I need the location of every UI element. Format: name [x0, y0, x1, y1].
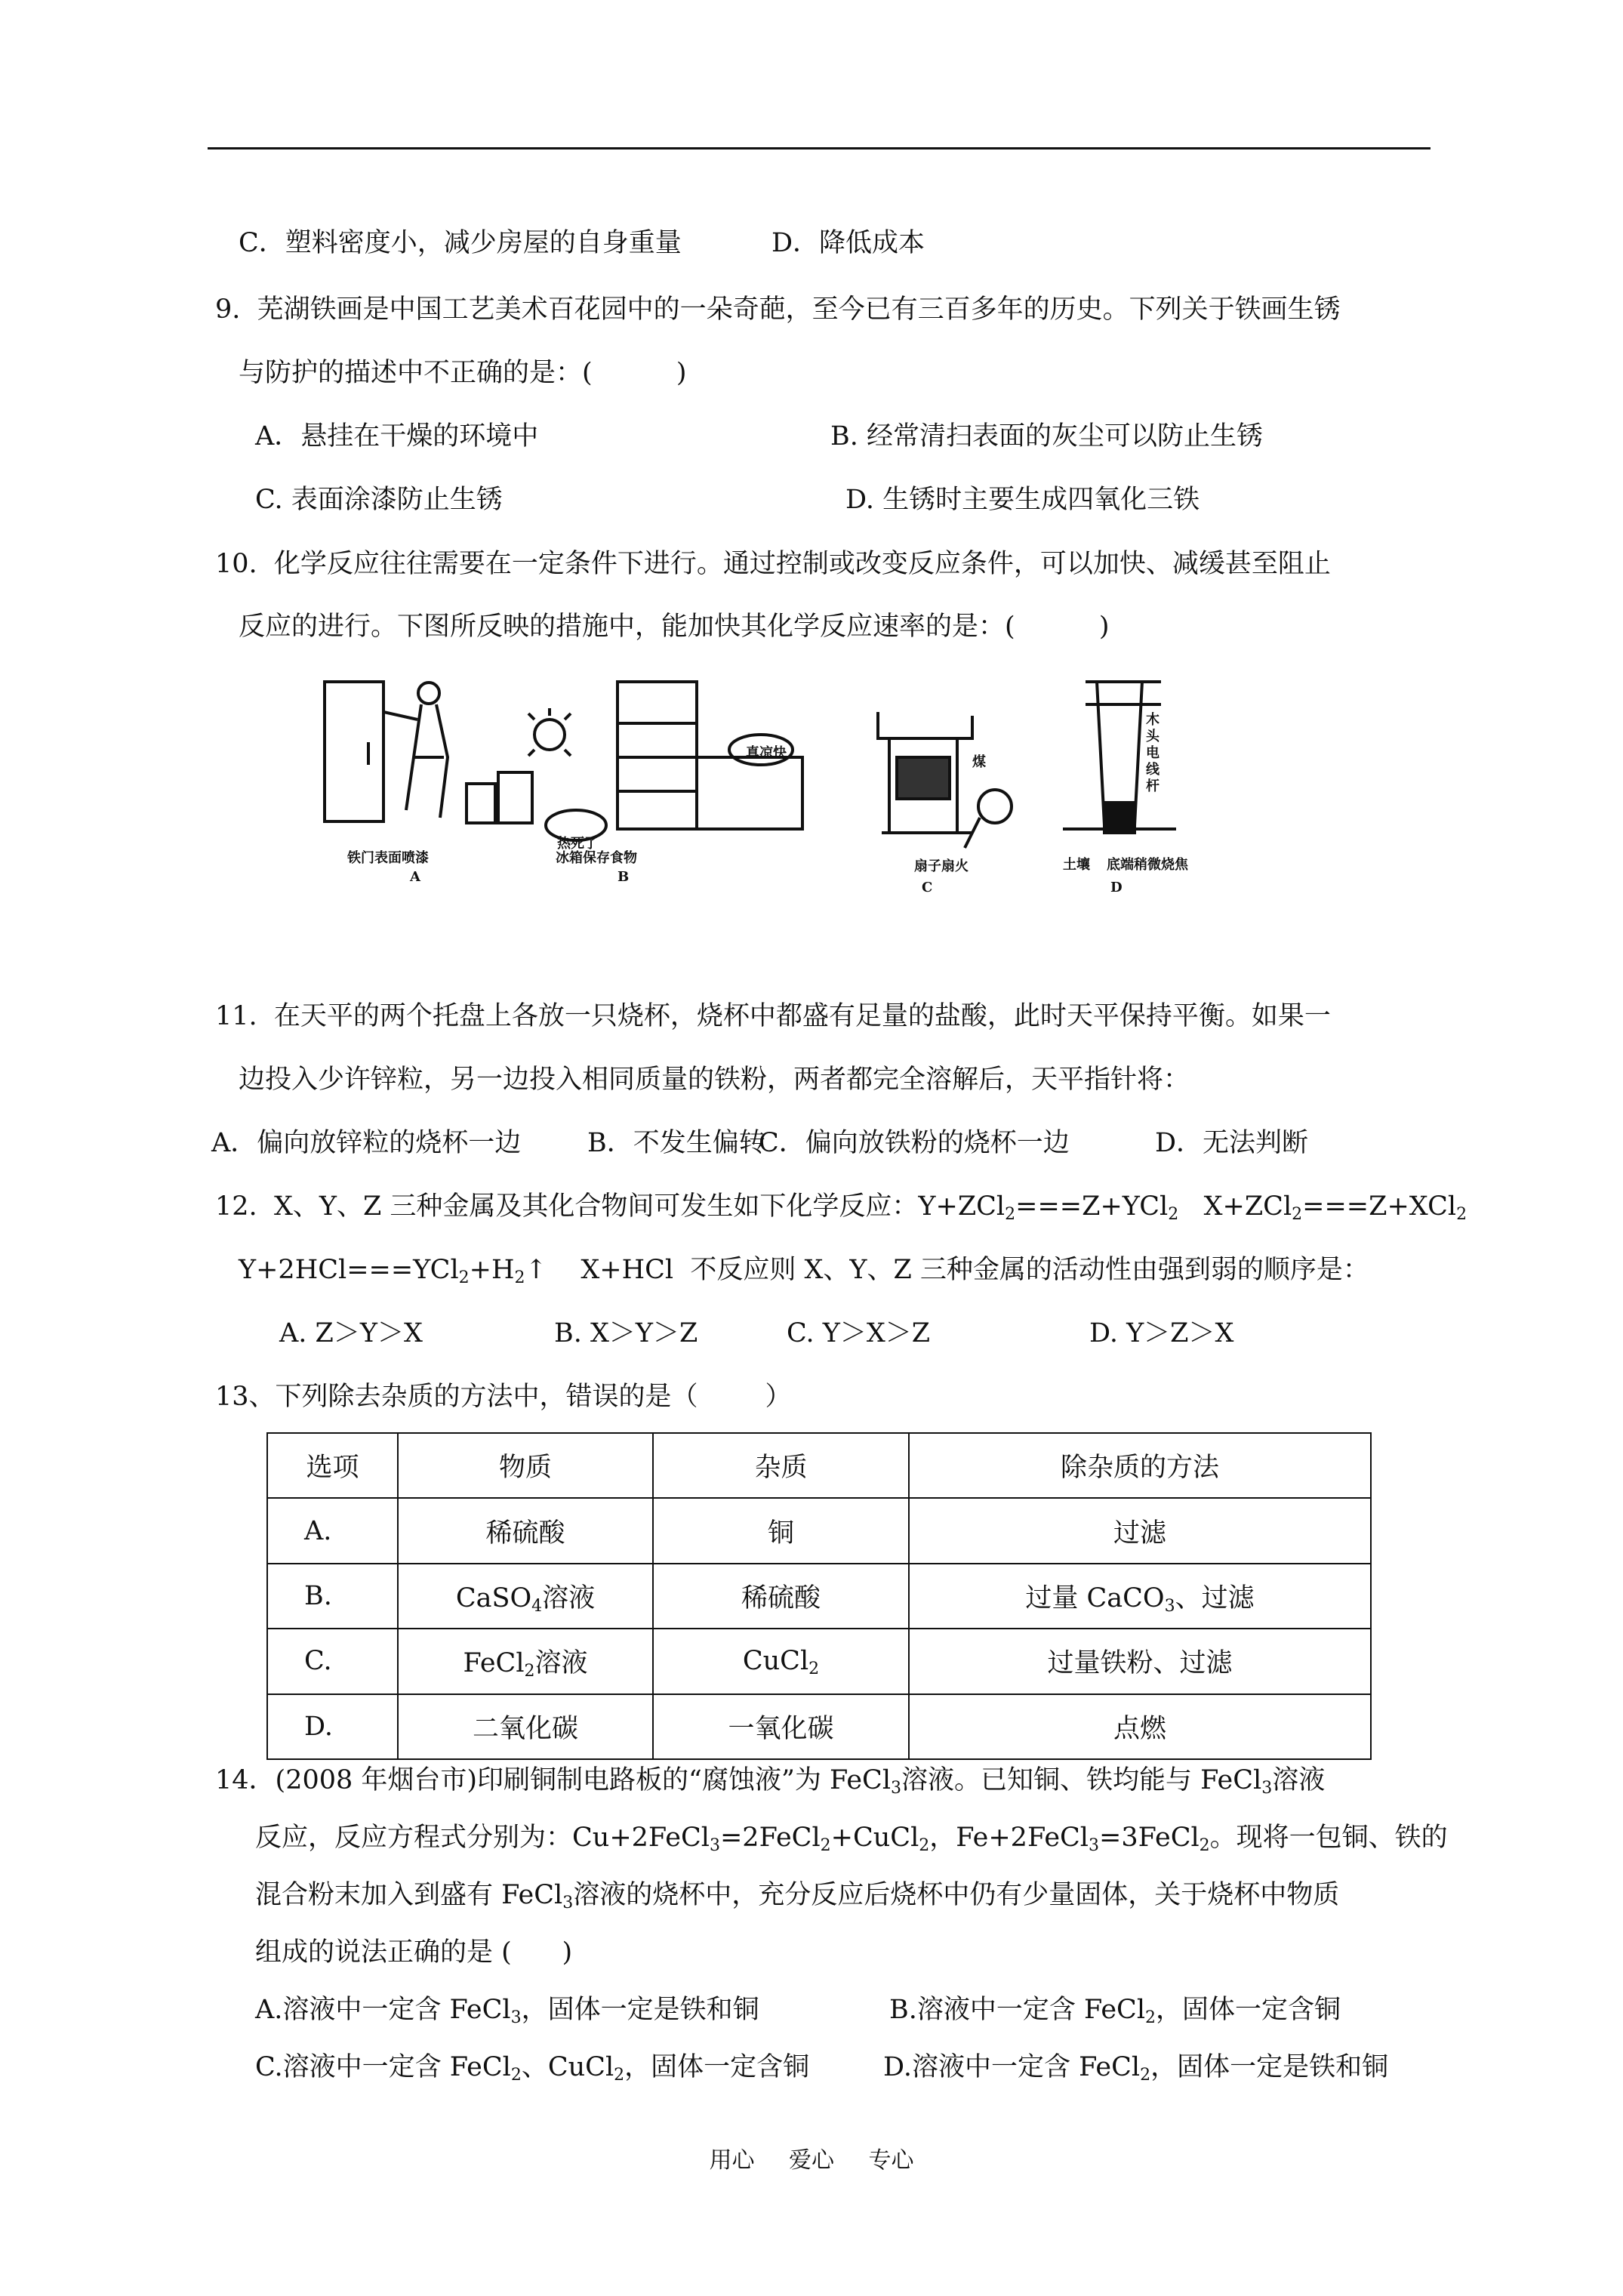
subscript: 2 — [1168, 1205, 1179, 1224]
option-text: ，固体一定是铁和铜 — [521, 1995, 759, 2025]
q12-option-b: B. X＞Y＞Z — [554, 1318, 698, 1348]
option-text: D.溶液中一定含 FeCl — [883, 2052, 1141, 2082]
table-cell-substance — [398, 1629, 653, 1693]
q12-text-4: ===Z+XCl — [1302, 1191, 1457, 1222]
q14-text: =3FeCl — [1099, 1823, 1200, 1853]
subscript: 2 — [1456, 1205, 1467, 1224]
q12-number: 12. — [215, 1191, 257, 1222]
q14-text: 混合粉末加入到盛有 FeCl — [255, 1880, 563, 1910]
q12-text-2: ===Z+YCl — [1015, 1191, 1169, 1222]
table-cell-option: D. — [267, 1694, 398, 1759]
q11-option-b: B．不发生偏转 — [587, 1128, 765, 1158]
option-text: ，固体一定含铜 — [624, 2052, 810, 2082]
q8-option-d: D．降低成本 — [771, 228, 925, 258]
table-cell-impurity — [653, 1629, 909, 1693]
subscript: 2 — [919, 1836, 930, 1855]
table-cell-method: 过滤 — [909, 1498, 1371, 1563]
figure-label-b: B — [617, 869, 630, 885]
table-header: 除杂质的方法 — [909, 1433, 1371, 1498]
subscript: 3 — [1164, 1596, 1175, 1616]
q14-line2 — [255, 1820, 1448, 1856]
table-row — [267, 1629, 1371, 1693]
q12-line2-b: +H — [469, 1255, 515, 1285]
formula-suffix: 溶液 — [534, 1648, 588, 1679]
figure-pole-label: 木头电线杆 — [1146, 712, 1160, 794]
q12-text-3: X+ZCl — [1178, 1191, 1292, 1222]
table-row — [267, 1694, 1371, 1759]
q14-text: 反应，反应方程式分别为：Cu+2FeCl — [255, 1823, 710, 1853]
figure-caption-a: 铁门表面喷漆 — [347, 850, 429, 866]
page-footer: 用心 爱心 专心 — [709, 2147, 914, 2174]
figure-label-a: A — [410, 869, 420, 885]
table-header: 物质 — [398, 1433, 653, 1498]
figure-caption-d1: 土壤 — [1063, 857, 1090, 873]
q14-line1 — [215, 1762, 1325, 1798]
q11-option-d: D．无法判断 — [1155, 1128, 1309, 1158]
formula-suffix: 溶液 — [542, 1583, 596, 1613]
option-text: 、CuCl — [521, 2052, 614, 2082]
figure-label-c: C — [922, 880, 933, 895]
table-row — [267, 1564, 1371, 1629]
header-rule — [208, 147, 1431, 149]
subscript: 2 — [1005, 1205, 1016, 1224]
q11-option-c: C．偏向放铁粉的烧杯一边 — [759, 1128, 1070, 1158]
subscript: 4 — [531, 1596, 543, 1616]
q14-text: 14．(2008 年烟台市)印刷铜制电路板的“腐蚀液”为 FeCl — [215, 1765, 892, 1795]
table-cell-substance — [398, 1564, 653, 1629]
q13-stem: 13、下列除去杂质的方法中，错误的是（ ） — [215, 1382, 792, 1412]
q9-option-d: D. 生锈时主要生成四氧化三铁 — [845, 485, 1200, 515]
q10-figure — [316, 674, 1206, 923]
formula: CaSO — [455, 1583, 532, 1613]
subscript: 2 — [614, 2066, 625, 2085]
q9-option-a: A．悬挂在干燥的环境中 — [255, 421, 539, 451]
method-text: 过量 CaCO — [1025, 1583, 1165, 1613]
table-header-row — [267, 1433, 1371, 1498]
table-header: 杂质 — [653, 1433, 909, 1498]
subscript: 2 — [1199, 1836, 1210, 1855]
formula: CuCl — [742, 1646, 809, 1677]
figure-caption-c: 扇子扇火 — [914, 858, 969, 874]
q12-option-a: A. Z＞Y＞X — [279, 1318, 423, 1348]
q13-table — [266, 1432, 1372, 1760]
subscript: 2 — [510, 2066, 522, 2085]
q12-line2 — [239, 1252, 1369, 1288]
q8-option-c: C．塑料密度小，减少房屋的自身重量 — [239, 228, 682, 258]
q9-option-b: B. 经常清扫表面的灰尘可以防止生锈 — [830, 421, 1263, 451]
figure-coal-label: 煤 — [972, 754, 986, 770]
subscript: 3 — [1089, 1836, 1100, 1855]
q14-text: 溶液的烧杯中，充分反应后烧杯中仍有少量固体，关于烧杯中物质 — [573, 1880, 1340, 1910]
q12-text-1: X、Y、Z 三种金属及其化合物间可发生如下化学反应：Y+ZCl — [273, 1191, 1006, 1222]
bubble-hot: 热死了 — [557, 836, 598, 852]
subscript: 2 — [808, 1660, 820, 1679]
q14-text: ，Fe+2FeCl — [929, 1823, 1089, 1853]
bubble-cool: 真凉快 — [746, 745, 787, 761]
q14-option-d — [883, 2049, 1388, 2085]
q14-text: 溶液。已知铜、铁均能与 FeCl — [901, 1765, 1262, 1795]
q9-stem-line2: 与防护的描述中不正确的是：( ) — [239, 358, 687, 388]
subscript: 2 — [458, 1268, 470, 1287]
subscript: 2 — [820, 1836, 831, 1855]
method-suffix: 、过滤 — [1175, 1583, 1255, 1613]
q11-stem-line2: 边投入少许锌粒，另一边投入相同质量的铁粉，两者都完全溶解后，天平指针将： — [239, 1065, 1190, 1095]
subscript: 2 — [1292, 1205, 1303, 1224]
q14-text: =2FeCl — [719, 1823, 821, 1853]
table-cell-option: A. — [267, 1498, 398, 1563]
option-text: C.溶液中一定含 FeCl — [255, 2052, 511, 2082]
table-row — [267, 1498, 1371, 1563]
q11-option-a: A．偏向放锌粒的烧杯一边 — [211, 1128, 522, 1158]
subscript: 3 — [1261, 1779, 1273, 1798]
q12-option-c: C. Y＞X＞Z — [787, 1318, 931, 1348]
q9-stem-line1: 9. 芜湖铁画是中国工艺美术百花园中的一朵奇葩，至今已有三百多年的历史。下列关于铁画生锈 — [215, 294, 1341, 325]
subscript: 2 — [1145, 2008, 1156, 2027]
q14-text: 。现将一包铜、铁的 — [1209, 1823, 1448, 1853]
q12-line2-a: Y+2HCl===YCl — [239, 1255, 459, 1285]
table-cell-method: 点燃 — [909, 1694, 1371, 1759]
formula: FeCl — [463, 1648, 525, 1679]
q14-option-c — [255, 2049, 809, 2085]
q14-text: +CuCl — [830, 1823, 919, 1853]
table-cell-impurity: 一氧化碳 — [653, 1694, 909, 1759]
subscript: 2 — [524, 1662, 535, 1681]
option-text: B.溶液中一定含 FeCl — [889, 1995, 1146, 2025]
table-cell-method: 过量铁粉、过滤 — [909, 1629, 1371, 1693]
option-text: ，固体一定含铜 — [1156, 1995, 1341, 2025]
q12-option-d: D. Y＞Z＞X — [1089, 1318, 1234, 1348]
q14-line3 — [255, 1877, 1339, 1913]
q11-stem-line1: 11. 在天平的两个托盘上各放一只烧杯，烧杯中都盛有足量的盐酸，此时天平保持平衡。如果一 — [215, 1001, 1331, 1031]
subscript: 3 — [891, 1779, 902, 1798]
subscript: 3 — [562, 1894, 574, 1912]
q10-stem-line1: 10. 化学反应往往需要在一定条件下进行。通过控制或改变反应条件，可以加快、减缓甚至阻止 — [215, 549, 1331, 579]
table-cell-method — [909, 1564, 1371, 1629]
figure-caption-b: 冰箱保存食物 — [556, 850, 637, 866]
q10-illustration — [316, 674, 1206, 923]
q9-option-c: C. 表面涂漆防止生锈 — [255, 485, 503, 515]
table-header: 选项 — [267, 1433, 398, 1498]
figure-label-d: D — [1110, 880, 1123, 895]
table-cell-option: C. — [267, 1629, 398, 1693]
figure-caption-d2: 底端稍微烧焦 — [1107, 857, 1188, 873]
subscript: 3 — [510, 2008, 522, 2027]
option-text: ，固体一定是铁和铜 — [1150, 2052, 1389, 2082]
subscript: 2 — [1140, 2066, 1151, 2085]
option-text: A.溶液中一定含 FeCl — [255, 1995, 511, 2025]
table-cell-substance: 二氧化碳 — [398, 1694, 653, 1759]
q10-stem-line2: 反应的进行。下图所反映的措施中，能加快其化学反应速率的是：( ) — [239, 612, 1110, 642]
q14-text: 溶液 — [1272, 1765, 1326, 1795]
q14-option-b — [889, 1992, 1341, 2028]
q12-line2-c: ↑ X+HCl 不反应则 X、Y、Z 三种金属的活动性由强到弱的顺序是： — [525, 1255, 1369, 1285]
q14-line4: 组成的说法正确的是 ( ) — [255, 1937, 573, 1968]
table-cell-impurity: 铜 — [653, 1498, 909, 1563]
q12-line1 — [215, 1188, 1467, 1225]
table-cell-substance: 稀硫酸 — [398, 1498, 653, 1563]
table-cell-option: B. — [267, 1564, 398, 1629]
subscript: 2 — [514, 1268, 525, 1287]
q14-option-a — [255, 1992, 759, 2028]
table-cell-impurity: 稀硫酸 — [653, 1564, 909, 1629]
subscript: 3 — [709, 1836, 720, 1855]
